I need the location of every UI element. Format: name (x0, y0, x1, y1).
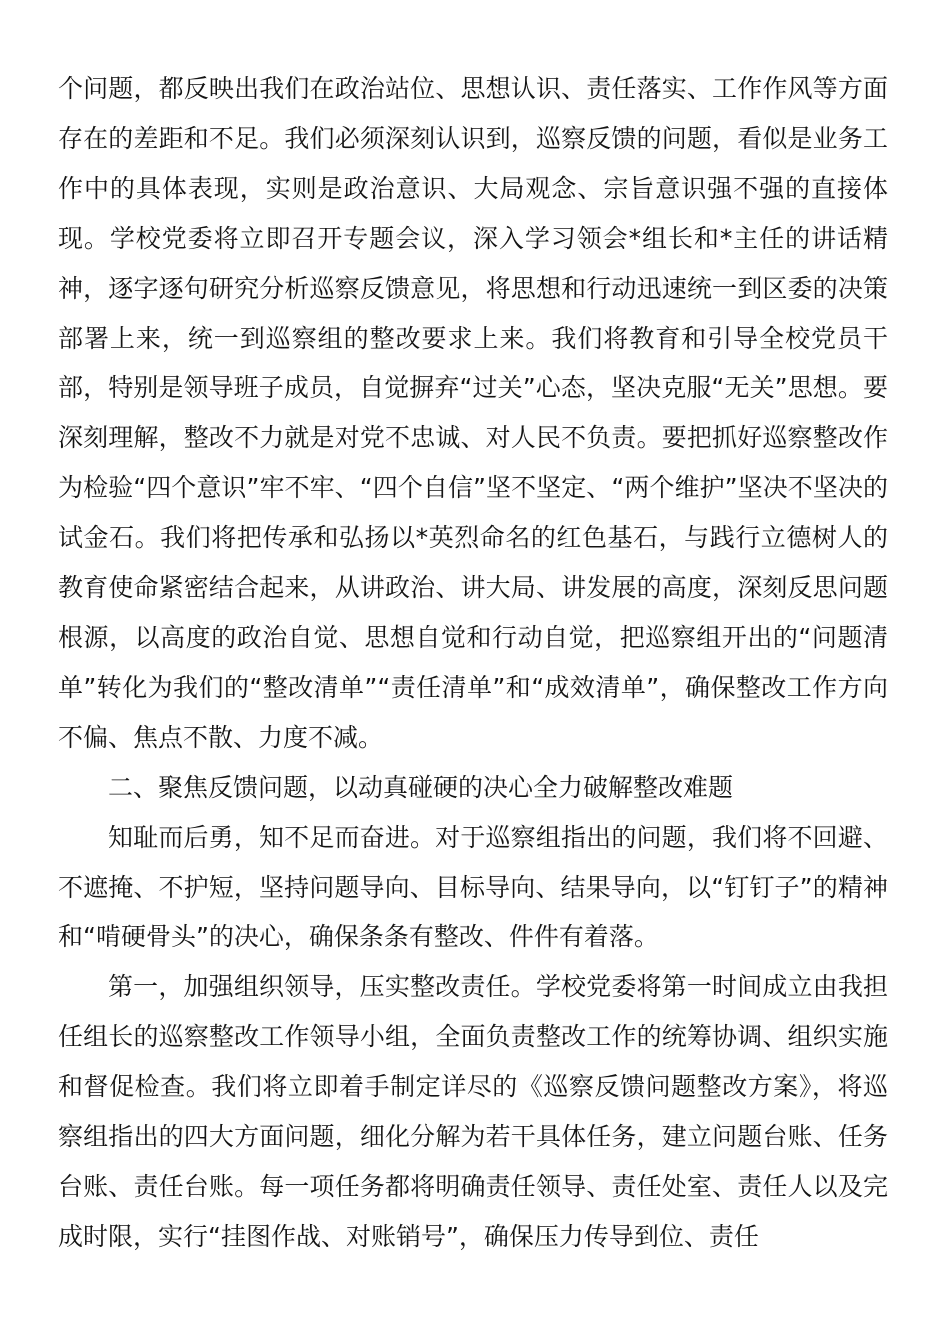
paragraph-continuation: 个问题，都反映出我们在政治站位、思想认识、责任落实、工作作风等方面存在的差距和不足。我们必须深刻认识到，巡察反馈的问题，看似是业务工作中的具体表现，实则是政治意识、大局观念、宗旨意识强不强的直接体现。学校党委将立即召开专题会议，深入学习领会*组长和*主任的讲话精神，逐字逐句研究分析巡察反馈意见，将思想和行动迅速统一到区委的决策部署上来，统一到巡察组的整改要求上来。我们将教育和引导全校党员干部，特别是领导班子成员，自觉摒弃“过关”心态，坚决克服“无关”思想。要深刻理解，整改不力就是对党不忠诚、对人民不负责。要把抓好巡察整改作为检验“四个意识”牢不牢、“四个自信”坚不坚定、“两个维护”坚决不坚决的试金石。我们将把传承和弘扬以*英烈命名的红色基石，与践行立德树人的教育使命紧密结合起来，从讲政治、讲大局、讲发展的高度，深刻反思问题根源，以高度的政治自觉、思想自觉和行动自觉，把巡察组开出的“问题清单”转化为我们的“整改清单”“责任清单”和“成效清单”，确保整改工作方向不偏、焦点不散、力度不减。 (58, 74, 888, 752)
section-heading: 二、聚焦反馈问题，以动真碰硬的决心全力破解整改难题 (108, 772, 734, 802)
paragraph-intro: 知耻而后勇，知不足而奋进。对于巡察组指出的问题，我们将不回避、不遮掩、不护短，坚持问题导向、目标导向、结果导向，以“钉钉子”的精神和“啃硬骨头”的决心，确保条条有整改、件件有着落。 (58, 822, 889, 952)
document-body (58, 64, 888, 1262)
paragraph-first-measure: 第一，加强组织领导，压实整改责任。学校党委将第一时间成立由我担任组长的巡察整改工作领导小组，全面负责整改工作的统筹协调、组织实施和督促检查。我们将立即着手制定详尽的《巡察反馈问题整改方案》，将巡察组指出的四大方面问题，细化分解为若干具体任务，建立问题台账、任务台账、责任台账。每一项任务都将明确责任领导、责任处室、责任人以及完成时限，实行“挂图作战、对账销号”，确保压力传导到位、责任 (58, 972, 888, 1251)
